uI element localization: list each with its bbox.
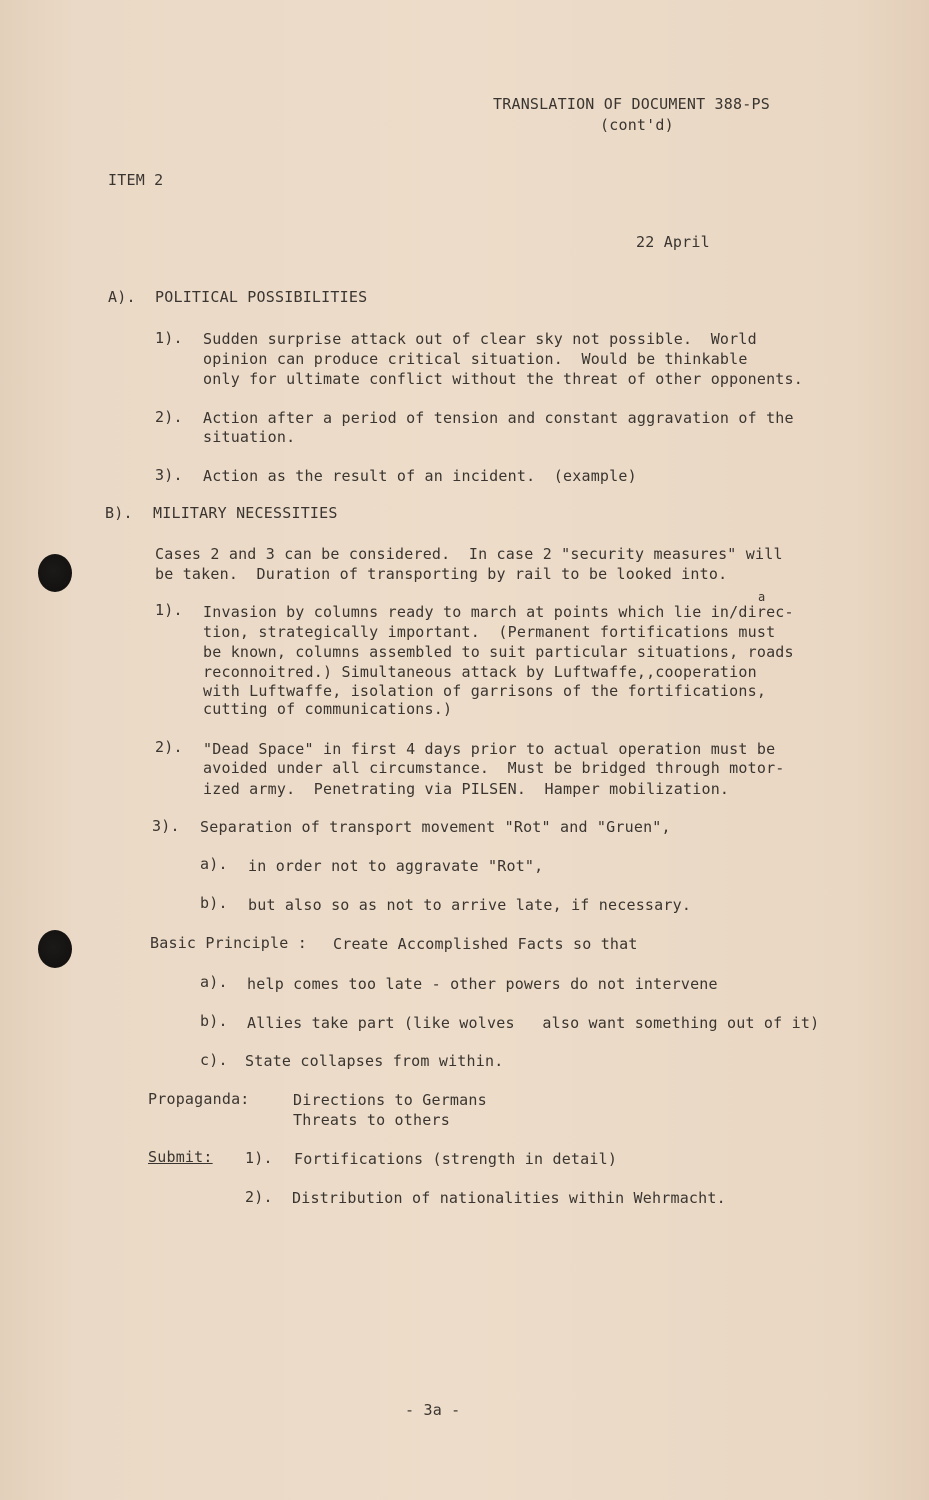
a-point-1-num: 1).	[155, 329, 183, 347]
b-point-3-num: 3).	[152, 817, 180, 835]
b-point-1-insert: a	[758, 590, 766, 604]
b-subpoint-b-num: b).	[200, 894, 228, 912]
submit-1-num: 1).	[245, 1149, 273, 1167]
date: 22 April	[636, 233, 710, 251]
b-subpoint-b-text: but also so as not to arrive late, if necessary.	[248, 896, 692, 914]
a-point-2-line-2: situation.	[203, 428, 296, 446]
section-a-label: A).	[108, 288, 136, 306]
b-point-2-num: 2).	[155, 738, 183, 756]
a-point-3-num: 3).	[155, 466, 183, 484]
submit-2-num: 2).	[245, 1188, 273, 1206]
propaganda-line-1: Directions to Germans	[293, 1091, 487, 1109]
principle-b-text: Allies take part (like wolves also want something out of it)	[247, 1014, 820, 1032]
a-point-2-line-1: Action after a period of tension and constant aggravation of the	[203, 409, 794, 427]
b-intro-line-2: be taken. Duration of transporting by rail to be looked into.	[155, 565, 728, 583]
b-subpoint-a-text: in order not to aggravate "Rot",	[248, 857, 544, 875]
b-point-2-line-1: "Dead Space" in first 4 days prior to actual operation must be	[203, 740, 776, 758]
a-point-1-line-2: opinion can produce critical situation. Would be thinkable	[203, 350, 748, 368]
section-a-heading: POLITICAL POSSIBILITIES	[155, 288, 368, 306]
b-subpoint-a-num: a).	[200, 855, 228, 873]
header-contd: (cont'd)	[600, 116, 674, 134]
principle-text: Create Accomplished Facts so that	[333, 935, 638, 953]
principle-label: Basic Principle :	[150, 934, 307, 952]
submit-1-text: Fortifications (strength in detail)	[294, 1150, 618, 1168]
b-point-2-line-2: avoided under all circumstance. Must be bridged through motor-	[203, 759, 785, 777]
b-point-3-line-1: Separation of transport movement "Rot" and "Gruen",	[200, 818, 671, 836]
b-point-1-line-2: tion, strategically important. (Permanent fortifications must	[203, 623, 776, 641]
section-b-heading: MILITARY NECESSITIES	[153, 504, 338, 522]
submit-2-text: Distribution of nationalities within Wehrmacht.	[292, 1189, 726, 1207]
b-point-1-line-6: cutting of communications.)	[203, 700, 453, 718]
a-point-1-line-1: Sudden surprise attack out of clear sky not possible. World	[203, 330, 757, 348]
item-label: ITEM 2	[108, 171, 164, 189]
page-number: - 3a -	[405, 1401, 461, 1419]
b-point-1-line-3: be known, columns assembled to suit particular situations, roads	[203, 643, 794, 661]
b-point-1-line-4: reconnoitred.) Simultaneous attack by Luftwaffe,,cooperation	[203, 663, 757, 681]
principle-b-num: b).	[200, 1012, 228, 1030]
header-title: TRANSLATION OF DOCUMENT 388-PS	[493, 95, 770, 113]
b-point-1-line-1: Invasion by columns ready to march at points which lie in/direc-	[203, 603, 794, 621]
submit-label: Submit:	[148, 1148, 213, 1166]
punch-hole-bottom	[38, 930, 72, 968]
principle-c-num: c).	[200, 1051, 228, 1069]
principle-a-text: help comes too late - other powers do not intervene	[247, 975, 718, 993]
propaganda-label: Propaganda:	[148, 1090, 250, 1108]
section-b-label: B).	[105, 504, 133, 522]
a-point-1-line-3: only for ultimate conflict without the threat of other opponents.	[203, 370, 803, 388]
b-point-1-line-5: with Luftwaffe, isolation of garrisons of the fortifications,	[203, 682, 767, 700]
punch-hole-top	[38, 554, 72, 592]
b-point-2-line-3: ized army. Penetrating via PILSEN. Hamper mobilization.	[203, 780, 730, 798]
a-point-3-line-1: Action as the result of an incident. (example)	[203, 467, 637, 485]
propaganda-line-2: Threats to others	[293, 1111, 450, 1129]
principle-a-num: a).	[200, 973, 228, 991]
b-point-1-num: 1).	[155, 601, 183, 619]
b-intro-line-1: Cases 2 and 3 can be considered. In case 2 "security measures" will	[155, 545, 783, 563]
principle-c-text: State collapses from within.	[245, 1052, 504, 1070]
a-point-2-num: 2).	[155, 408, 183, 426]
